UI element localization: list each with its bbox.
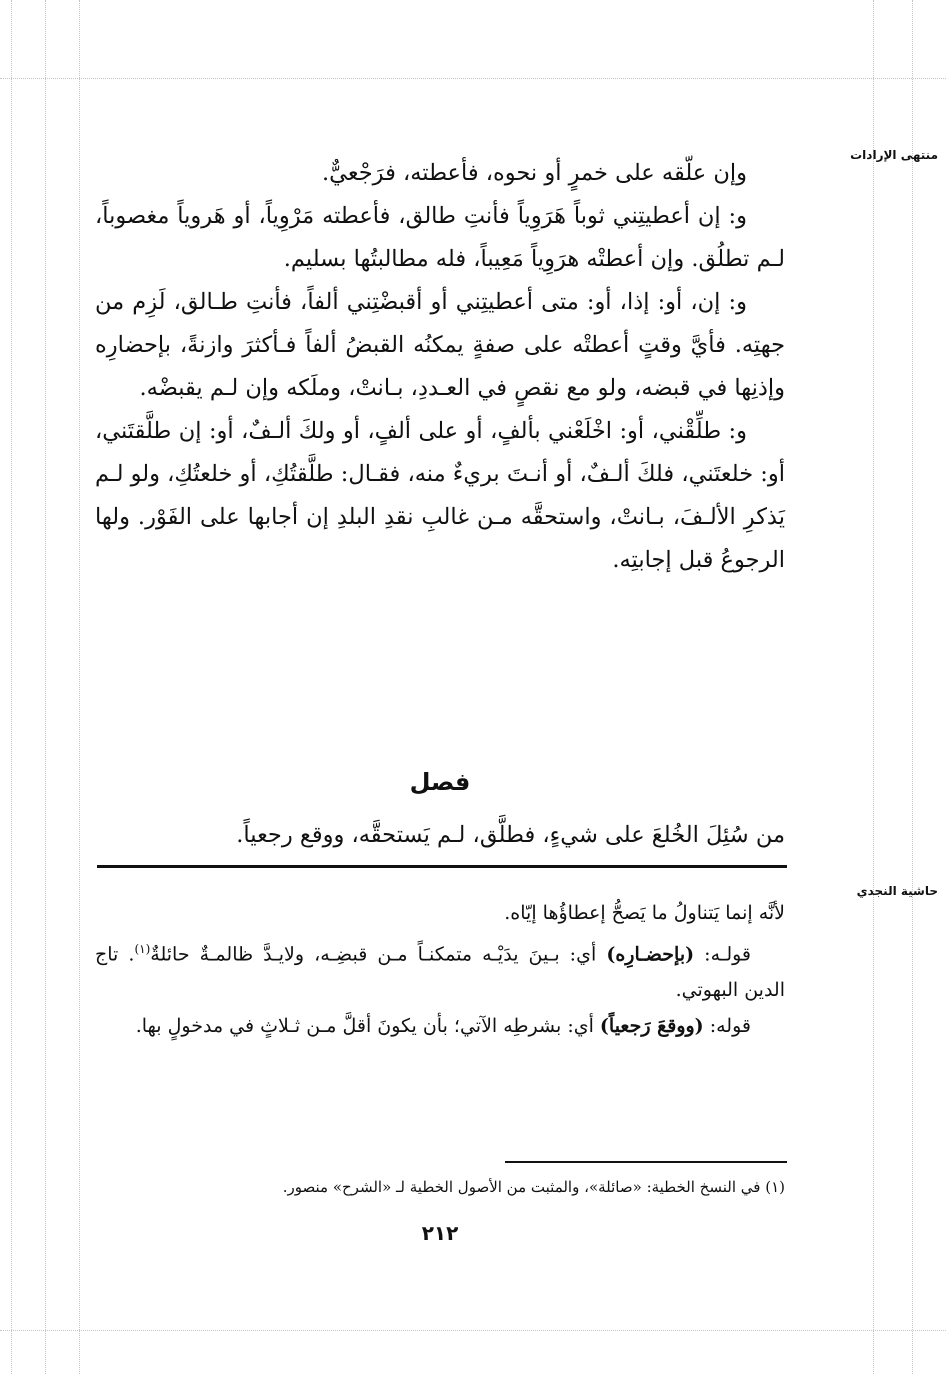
hashiya-text: [95, 895, 785, 1044]
hashiya-body: أي: بشرطِه الآتي؛ بأن يكونَ أقلَّ مـن ثـلاثٍ في مدخولٍ بها.: [135, 1015, 600, 1038]
section-text: من سُئِلَ الخُلعَ على شيءٍ، فطلَّق، لـم يَستحقَّه، ووقع رجعياً.: [236, 822, 785, 848]
scan-guide-line: [912, 0, 913, 1374]
matn-text: [95, 152, 785, 582]
footnote-separator-rule: [505, 1161, 787, 1163]
side-label-hashiya: حاشية النجدي: [856, 884, 938, 898]
scan-guide-line: [0, 1330, 946, 1331]
side-label-matn: منتهى الإرادات: [850, 148, 938, 162]
scan-guide-line: [11, 0, 12, 1374]
matn-separator-rule: [97, 865, 787, 868]
hashiya-quoted-term: (بإحضـارِه): [606, 943, 695, 966]
hashiya-paragraph: [95, 1008, 785, 1044]
hashiya-paragraph: لأنَّه إنما يَتناولُ ما يَصحُّ إعطاؤُها إيّاه.: [504, 902, 785, 924]
matn-paragraph: و: إن أعطيتِني ثوباً هَرَوِياً فأنتِ طالق، فأعطته مَرْوِياً، أو هَروياً مغصوباً، لـم تطلُق. وإن أعطتْه هرَوِياً مَعِيباً، فله مطالبتُها بسليم.: [95, 203, 785, 272]
page-number: ٢١٢: [421, 1221, 459, 1245]
hashiya-body: . تاج الدين البهوتي.: [95, 943, 785, 1002]
hashiya-paragraph: [95, 931, 785, 1008]
hashiya-lead: قولـه:: [694, 943, 752, 966]
matn-paragraph: و: طلِّقْني، أو: اخْلَعْني بألفٍ، أو على ألفٍ، أو ولكَ ألـفٌ، أو: إن طلَّقتَني، أو: خلعتَني، فلكَ ألـفٌ، أو أنـتَ بريءٌ منه، فقـال: طلَّقتُكِ، أو خلعتُكِ، ولو لـم يَذكرِ الألـفَ، بـانتْ، واستحقَّه مـن غالبِ نقدِ البلدِ إن أجابها على الفَوْر. ولها الرجوعُ قبل إجابتِه.: [95, 418, 785, 573]
footnote-reference: (١): [134, 942, 151, 956]
footnote: (١) في النسخ الخطية: «صائلة»، والمثبت من الأصول الخطية لـ «الشرح» منصور.: [282, 1178, 785, 1196]
hashiya-lead: قوله:: [703, 1015, 751, 1038]
matn-paragraph: و: إن، أو: إذا، أو: متى أعطيتِني أو أقبضْتِني ألفاً، فأنتِ طـالق، لَزِم من جهتِه. فأيَّ وقتٍ أعطتْه على صفةٍ يمكنُه القبضُ ألفاً فـأكثرَ وازنةً، بإحضارِه وإذنِها في قبضه، ولو مع نقصٍ في العـددِ، بـانتْ، وملَكه وإن لـم يقبضْه.: [95, 289, 785, 401]
hashiya-quoted-term: (ووقعَ رَجعياً): [599, 1015, 704, 1038]
scan-guide-line: [79, 0, 80, 1374]
scan-guide-line: [873, 0, 874, 1374]
scan-guide-line: [0, 78, 946, 79]
hashiya-body: أي: بـينَ يدَيْـه متمكنـاً مـن قبضِـه، ولايـدَّ ظالمـةٌ حائلةٌ: [150, 943, 607, 966]
section-heading: فصل: [409, 768, 471, 796]
scan-guide-line: [45, 0, 46, 1374]
matn-paragraph: وإن علّقه على خمرٍ أو نحوه، فأعطته، فرَجْعيٌّ.: [321, 160, 747, 186]
